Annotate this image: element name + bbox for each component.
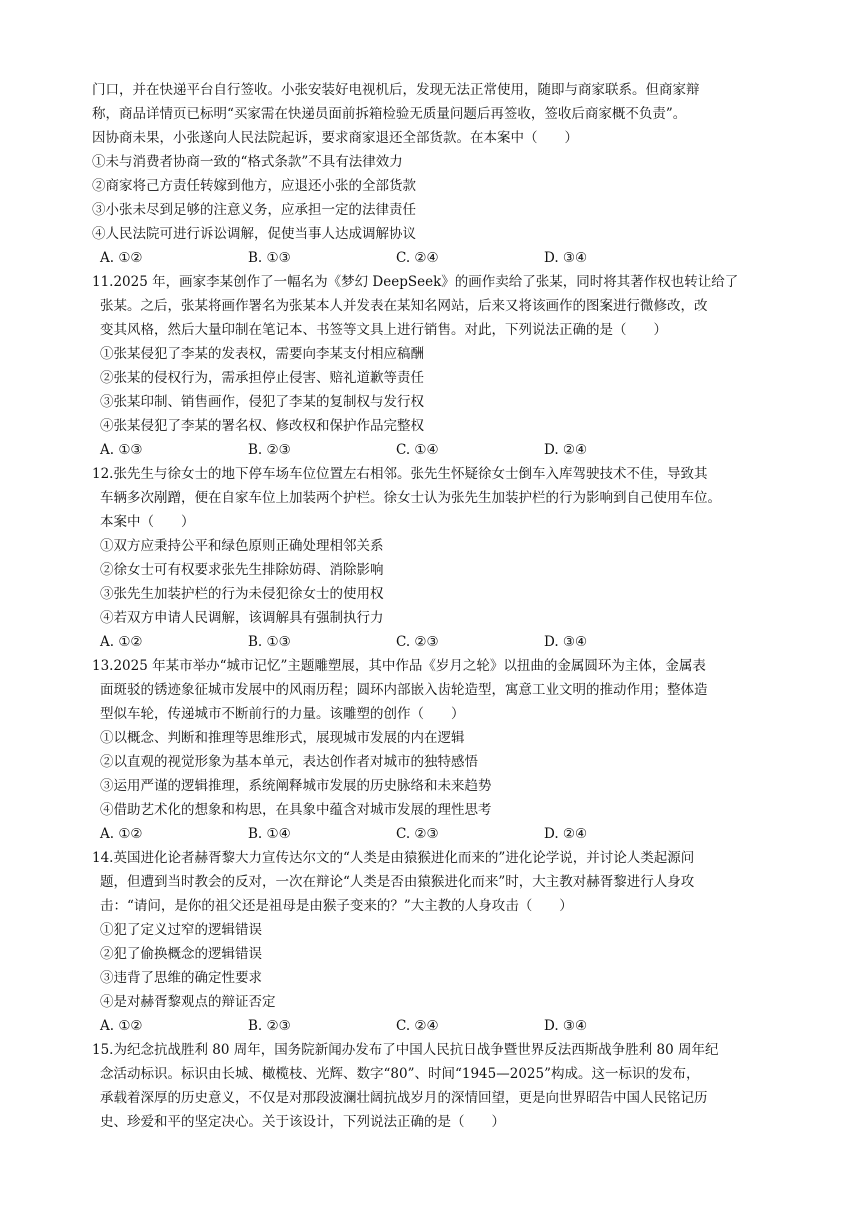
answer-options: [92, 630, 797, 654]
option-c: C. ②③: [396, 634, 439, 650]
option-a: A. ①②: [100, 250, 143, 266]
question-stem-line: 题，但遭到当时教会的反对，一次在辩论“人类是否由猿猴进化而来”时，大主教对赫胥黎进行人身攻: [100, 874, 695, 890]
statement-item: ①未与消费者协商一致的“格式条款”不具有法律效力: [92, 154, 403, 170]
option-c: C. ①④: [396, 442, 439, 458]
option-b: B. ②③: [248, 442, 291, 458]
option-a: A. ①②: [100, 634, 143, 650]
question-stem-line: 15.为纪念抗战胜利 80 周年，国务院新闻办发布了中国人民抗日战争暨世界反法西斯战争胜利 80 周年纪: [92, 1042, 719, 1058]
question-14: [92, 846, 797, 1038]
answer-options: [92, 246, 797, 270]
question-stem-line: 14.英国进化论者赫胥黎大力宣传达尔文的“人类是由猿猴进化而来的”进化论学说，并讨论人类起源问: [92, 850, 695, 866]
option-b: B. ②③: [248, 1018, 291, 1034]
question-list: [92, 78, 797, 1134]
option-b: B. ①③: [248, 250, 291, 266]
statement-item: ④若双方申请人民调解，该调解具有强制执行力: [100, 610, 384, 626]
question-stem-line: 称，商品详情页已标明“买家需在快递员面前拆箱检验无质量问题后再签收，签收后商家概不负责”。: [92, 106, 687, 122]
question-stem-line: 面斑驳的锈迹象征城市发展中的风雨历程；圆环内部嵌入齿轮造型，寓意工业文明的推动作用；整体造: [100, 682, 708, 698]
statement-item: ①张某侵犯了李某的发表权，需要向李某支付相应稿酬: [100, 346, 424, 362]
statement-item: ②犯了偷换概念的逻辑错误: [100, 946, 262, 962]
option-d: D. ②④: [544, 442, 588, 458]
question-stem-line: 张某。之后，张某将画作署名为张某本人并发表在某知名网站，后来又将该画作的图案进行微修改，改: [100, 298, 708, 314]
question-stem-line: 11.2025 年，画家李某创作了一幅名为《梦幻 DeepSeek》的画作卖给了张某，同时将其著作权也转让给了: [92, 274, 739, 290]
answer-options: [92, 822, 797, 846]
question-stem-line: 击：“请问，是你的祖父还是祖母是由猴子变来的？”大主教的人身攻击（ ）: [100, 898, 573, 914]
question-stem-line: 变其风格，然后大量印制在笔记本、书签等文具上进行销售。对此，下列说法正确的是（ ）: [100, 322, 667, 338]
question-stem-line: 12.张先生与徐女士的地下停车场车位位置左右相邻。张先生怀疑徐女士倒车入库驾驶技术不佳，导致其: [92, 466, 708, 482]
option-a: A. ①②: [100, 1018, 143, 1034]
question-stem-line: 因协商未果，小张遂向人民法院起诉，要求商家退还全部货款。在本案中（ ）: [92, 130, 578, 146]
option-d: D. ②④: [544, 826, 588, 842]
option-c: C. ②④: [396, 250, 439, 266]
option-d: D. ③④: [544, 250, 588, 266]
question-stem-line: 史、珍爱和平的坚定决心。关于该设计，下列说法正确的是（ ）: [100, 1114, 505, 1130]
statement-item: ①犯了定义过窄的逻辑错误: [100, 922, 262, 938]
question-12: [92, 462, 797, 654]
question-stem-line: 13.2025 年某市举办“城市记忆”主题雕塑展，其中作品《岁月之轮》以扭曲的金属圆环为主体，金属表: [92, 658, 706, 674]
statement-item: ①以概念、判断和推理等思维形式，展现城市发展的内在逻辑: [100, 730, 465, 746]
question-stem-line: 型似车轮，传递城市不断前行的力量。该雕塑的创作（ ）: [100, 706, 465, 722]
option-a: A. ①③: [100, 442, 143, 458]
answer-options: [92, 438, 797, 462]
question-10: [92, 78, 797, 270]
statement-item: ①双方应秉持公平和绿色原则正确处理相邻关系: [100, 538, 384, 554]
statement-item: ④是对赫胥黎观点的辩证否定: [100, 994, 276, 1010]
statement-item: ②张某的侵权行为，需承担停止侵害、赔礼道歉等责任: [100, 370, 424, 386]
statement-item: ③小张未尽到足够的注意义务，应承担一定的法律责任: [92, 202, 416, 218]
question-stem-line: 车辆多次剐蹭，便在自家车位上加装两个护栏。徐女士认为张先生加装护栏的行为影响到自己使用车位。: [100, 490, 721, 506]
statement-item: ④借助艺术化的想象和构思，在具象中蕴含对城市发展的理性思考: [100, 802, 492, 818]
option-c: C. ②③: [396, 826, 439, 842]
answer-options: [92, 1014, 797, 1038]
question-15: [92, 1038, 797, 1134]
question-stem-line: 承载着深厚的历史意义，不仅是对那段波澜壮阔抗战岁月的深情回望，更是向世界昭告中国人民铭记历: [100, 1090, 708, 1106]
question-11: [92, 270, 797, 462]
statement-item: ③违背了思维的确定性要求: [100, 970, 262, 986]
statement-item: ③运用严谨的逻辑推理，系统阐释城市发展的历史脉络和未来趋势: [100, 778, 492, 794]
question-stem-line: 念活动标识。标识由长城、橄榄枝、光辉、数字“80”、时间“1945—2025”构成。这一标识的发布，: [100, 1066, 700, 1082]
question-13: [92, 654, 797, 846]
statement-item: ③张先生加装护栏的行为未侵犯徐女士的使用权: [100, 586, 384, 602]
option-d: D. ③④: [544, 634, 588, 650]
statement-item: ②以直观的视觉形象为基本单元，表达创作者对城市的独特感悟: [100, 754, 478, 770]
statement-item: ④人民法院可进行诉讼调解，促使当事人达成调解协议: [92, 226, 416, 242]
option-b: B. ①③: [248, 634, 291, 650]
question-stem-line: 本案中（ ）: [100, 514, 195, 530]
question-stem-line: 门口，并在快递平台自行签收。小张安装好电视机后，发现无法正常使用，随即与商家联系。但商家辩: [92, 82, 700, 98]
option-c: C. ②④: [396, 1018, 439, 1034]
statement-item: ②商家将己方责任转嫁到他方，应退还小张的全部货款: [92, 178, 416, 194]
option-a: A. ①②: [100, 826, 143, 842]
statement-item: ③张某印制、销售画作，侵犯了李某的复制权与发行权: [100, 394, 424, 410]
option-b: B. ①④: [248, 826, 291, 842]
statement-item: ④张某侵犯了李某的署名权、修改权和保护作品完整权: [100, 418, 424, 434]
statement-item: ②徐女士可有权要求张先生排除妨碍、消除影响: [100, 562, 384, 578]
option-d: D. ③④: [544, 1018, 588, 1034]
